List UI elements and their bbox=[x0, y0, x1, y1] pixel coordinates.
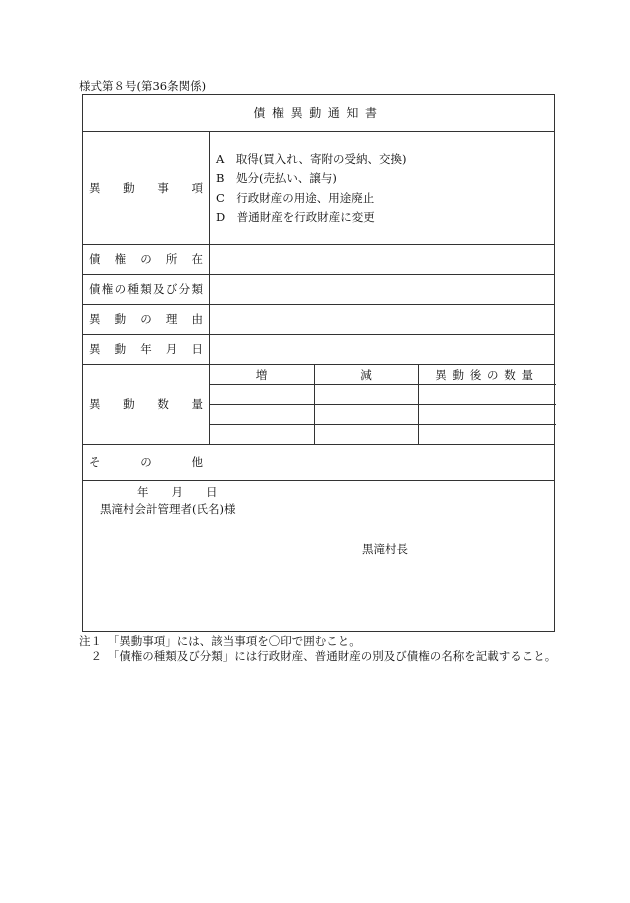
header-decrease: 減 bbox=[360, 368, 372, 382]
option-a: A 取得(買入れ、寄附の受納、交換) bbox=[216, 152, 407, 166]
sender: 黒滝村長 bbox=[362, 542, 408, 556]
label-date: 異動年月日 bbox=[89, 342, 203, 356]
form-title: 債権異動通知書 bbox=[253, 106, 384, 120]
rule bbox=[83, 480, 554, 481]
notes bbox=[79, 634, 556, 664]
header-increase: 増 bbox=[255, 368, 268, 382]
rule bbox=[209, 131, 210, 444]
label-type: 債権の種類及び分類 bbox=[89, 282, 203, 296]
label-change-item: 異動事項 bbox=[89, 180, 203, 195]
date-line: 年 月 日 bbox=[137, 485, 218, 499]
option-c: C 行政財産の用途、用途廃止 bbox=[216, 191, 375, 205]
header-after-quantity: 異動後の数量 bbox=[435, 368, 539, 382]
rule bbox=[209, 404, 556, 405]
option-b: B 処分(売払い、譲与) bbox=[216, 171, 337, 185]
label-quantity: 異動数量 bbox=[89, 397, 203, 411]
option-d: D 普通財産を行政財産に変更 bbox=[216, 210, 375, 224]
form-reference: 様式第８号(第36条関係) bbox=[79, 79, 207, 93]
label-other: その他 bbox=[89, 455, 203, 469]
label-reason: 異動の理由 bbox=[89, 312, 203, 326]
note-1: 注１ 「異動事項」には、該当事項を〇印で囲むこと。 bbox=[79, 634, 361, 648]
rule bbox=[209, 424, 556, 425]
label-location: 債権の所在 bbox=[89, 252, 203, 266]
note-2: ２ 「債権の種類及び分類」には行政財産、普通財産の別及び債権の名称を記載すること。 bbox=[79, 649, 557, 663]
notification-form bbox=[82, 94, 555, 632]
addressee: 黒滝村会計管理者(氏名)様 bbox=[100, 502, 236, 516]
